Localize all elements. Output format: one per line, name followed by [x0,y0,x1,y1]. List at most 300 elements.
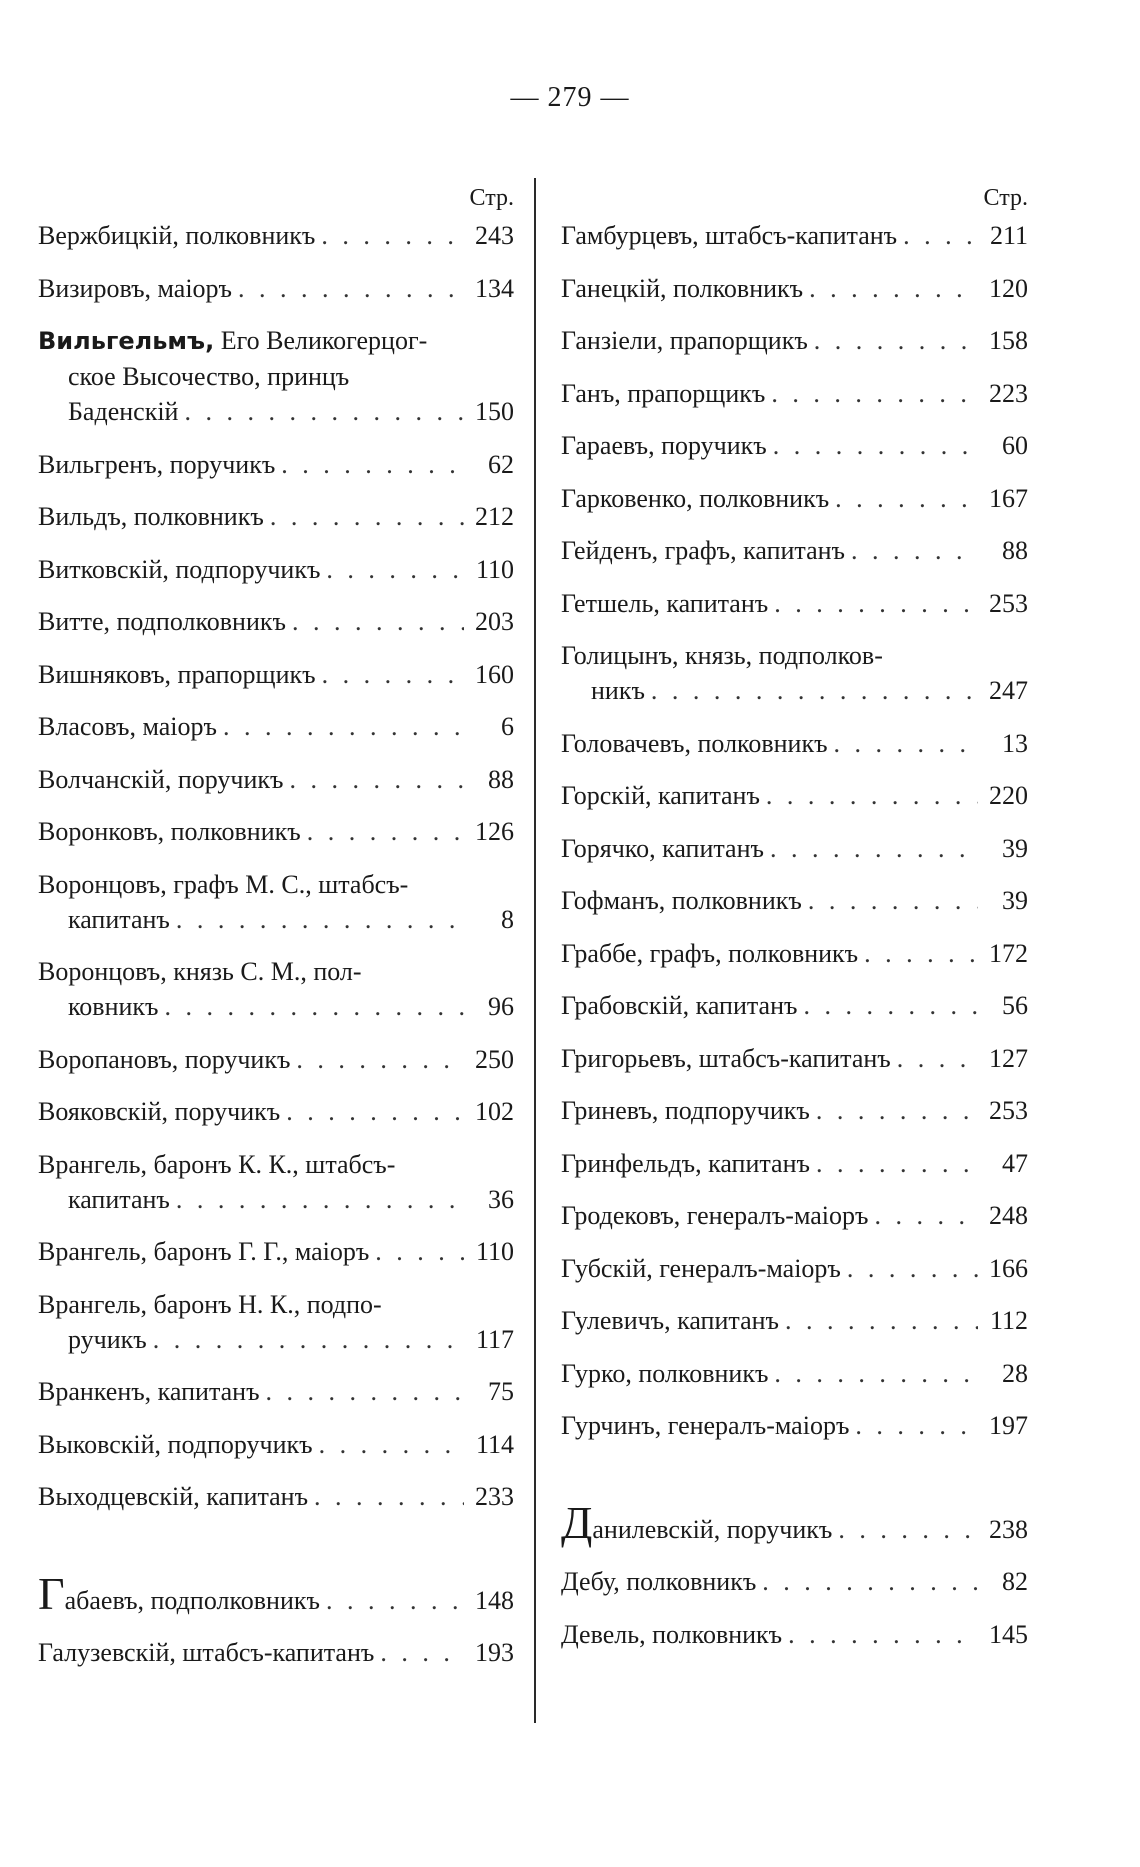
entry-name [68,394,178,429]
entry-name [38,1567,320,1619]
leader-dots [322,657,464,692]
entry-line [561,726,1028,761]
index-entry [38,657,514,692]
index-entry [38,271,514,306]
entry-line [561,1093,1028,1128]
entry-text: Григорьевъ, штабсъ-капитанъ [561,1043,891,1073]
leader-dots [788,1617,978,1652]
entry-name [38,323,427,359]
entry-text: Врангель, баронъ Г. Г., маіоръ [38,1237,370,1266]
entry-name [38,1094,280,1129]
entry-name [561,428,767,463]
entry-name [561,1564,756,1599]
entry-name [38,218,315,253]
entry-name [68,902,170,937]
index-entry [38,1094,514,1129]
entry-text: Горячко, капитанъ [561,833,764,863]
leader-dots [270,499,464,534]
leader-dots [808,883,978,918]
entry-text: Гетшель, капитанъ [561,588,769,618]
entry-line [38,814,514,849]
page-reference: 250 [475,1044,514,1074]
right-entries [561,218,1028,1443]
leader-dots [266,1374,464,1409]
page-reference: 150 [475,397,514,426]
entry-text: капитанъ [68,904,170,934]
page-reference: 47 [1002,1148,1028,1178]
leader-dots [153,1322,464,1357]
page-reference: 211 [989,221,1028,250]
entry-line [561,778,1028,813]
entry-line [38,1374,514,1409]
index-entry [561,1303,1028,1338]
page-reference: 112 [989,1306,1028,1335]
entry-name [38,447,275,482]
leader-dots [176,1182,464,1217]
entry-text: Вранкенъ, капитанъ [38,1377,260,1406]
entry-name [561,1496,833,1548]
entry-text: Гейденъ, графъ, капитанъ [561,536,845,565]
leader-dots [380,1635,464,1670]
entry-text: Дебу, полковникъ [561,1567,757,1596]
page-reference: 166 [989,1253,1028,1283]
entry-text: Вояковскій, поручикъ [38,1097,281,1126]
entry-name [38,1479,308,1514]
entry-line [38,762,514,797]
index-entry [561,1041,1028,1076]
entry-text: Гурко, полковникъ [561,1358,769,1388]
entry-line [561,988,1028,1023]
index-entry [38,499,514,534]
section-gap [38,1532,514,1576]
leader-dots [184,394,464,429]
entry-line [561,1617,1028,1652]
entry-name [38,709,217,744]
entry-text: Гурчинъ, генералъ-маіоръ [561,1411,850,1440]
entry-continuation-line [38,902,514,937]
entry-text: Вильгренъ, поручикъ [38,449,276,479]
entry-text: Выходцевскій, капитанъ [38,1482,309,1511]
leader-dots [816,1146,978,1181]
entry-text: Гамбурцевъ, штабсъ-капитанъ [561,221,898,250]
entry-line [561,936,1028,971]
entry-line [561,1564,1028,1599]
entry-text: Воронцовъ, графъ М. С., штабсъ- [38,869,409,899]
leader-dots [803,988,978,1023]
index-entry [38,1042,514,1077]
page-reference: 62 [488,449,514,479]
page-reference: 193 [475,1638,514,1667]
page-reference: 13 [1002,728,1028,758]
entry-name [68,359,349,394]
entry-name [561,218,897,253]
page-reference: 82 [1002,1567,1028,1596]
entry-name [561,1146,810,1181]
leader-dots [375,1234,464,1269]
entry-name [561,376,765,411]
entry-text: Гарковенко, полковникъ [561,483,830,513]
entry-text: Витте, подполковникъ [38,607,286,636]
entry-text: Вильдъ, полковникъ [38,502,264,531]
leader-dots [281,447,464,482]
entry-line [38,323,514,359]
leader-dots [771,376,978,411]
entry-name [561,936,858,971]
entry-text: ковникъ [68,992,159,1021]
entry-text: Выковскій, подпоручикъ [38,1429,313,1459]
entry-line [38,1287,514,1322]
entry-line [38,604,514,639]
leader-dots [864,936,978,971]
leader-dots [847,1251,978,1286]
entry-name [38,552,320,587]
section-initial-letter: Д [561,1496,593,1548]
page-reference: 197 [989,1411,1028,1440]
leader-dots [292,604,464,639]
index-entry [38,1234,514,1269]
entry-line [38,1094,514,1129]
index-entry [561,1496,1028,1548]
entry-text: Голицынъ, князь, подполков- [561,641,883,670]
page-reference: 36 [488,1184,514,1214]
entry-name [38,1635,374,1670]
leader-dots [874,1198,978,1233]
entry-line [561,323,1028,358]
page-reference: 39 [1002,833,1028,863]
page-reference: 117 [475,1324,514,1354]
entry-name [561,1198,868,1233]
page-reference: 39 [1002,886,1028,915]
entry-continuation-line [38,1182,514,1217]
entry-text: Горскій, капитанъ [561,781,760,810]
entry-name [38,657,316,692]
entry-name [561,533,845,568]
entry-name [561,726,828,761]
index-entry [561,883,1028,918]
entry-line [38,1147,514,1182]
entry-continuation-line [38,989,514,1024]
entry-text: Воронковъ, полковникъ [38,817,301,846]
leader-dots [774,586,978,621]
entry-text: Баденскій [68,397,179,426]
entry-name [68,1322,147,1357]
entry-line [561,1146,1028,1181]
right-column [561,178,1028,1669]
entry-text: Воронцовъ, князь С. М., пол- [38,957,362,986]
index-entry [561,218,1028,253]
entry-name [561,1251,841,1286]
entry-name [38,1374,260,1409]
page-reference: 233 [475,1482,514,1511]
entry-text: ское Высочество, принцъ [68,362,350,391]
entry-name [561,481,829,516]
entry-line [561,428,1028,463]
page-reference: 88 [1002,536,1028,565]
entry-line [561,1303,1028,1338]
entry-line [38,1567,514,1619]
entry-line [38,552,514,587]
entry-text: Ганецкій, полковникъ [561,273,804,303]
entry-name [68,1182,170,1217]
entry-name [38,1234,369,1269]
index-entry [38,1479,514,1514]
page-reference: 158 [989,326,1028,355]
entry-text: Визировъ, маіоръ [38,273,232,303]
index-entry [561,638,1028,708]
entry-line [561,271,1028,306]
page-reference: 114 [475,1429,514,1459]
entry-name [38,271,232,306]
column-header: Стр. [983,185,1028,211]
entry-name [561,271,803,306]
entry-name [561,1303,779,1338]
leader-dots [773,428,978,463]
index-entry [561,1093,1028,1128]
entry-name [38,604,286,639]
entry-name [591,673,645,708]
entry-text: Грабовскій, капитанъ [561,991,798,1020]
entry-text: Вишняковъ, прапорщикъ [38,659,316,689]
leader-dots [785,1303,978,1338]
entry-line [38,447,514,482]
page-reference: 88 [488,764,514,794]
entry-name [38,1427,313,1462]
column-divider [534,178,536,1723]
page-reference: 28 [1002,1358,1028,1388]
column-header: Стр. [469,185,514,211]
page-reference: 75 [488,1377,514,1406]
leader-dots [774,1356,978,1391]
entry-line [561,638,1028,673]
index-entry [561,376,1028,411]
entry-line [561,1251,1028,1286]
index-entry [561,1198,1028,1233]
leader-dots [326,1583,464,1618]
index-entry [38,1287,514,1357]
leader-dots [903,218,978,253]
left-column [38,178,514,1688]
entry-text: Витковскій, подпоручикъ [38,554,321,584]
page-number: — 279 — [510,82,630,113]
entry-text: Вержбицкій, полковникъ [38,221,316,250]
entry-text: Галузевскій, штабсъ-капитанъ [38,1638,375,1667]
page-reference: 56 [1002,991,1028,1020]
page-reference: 248 [989,1201,1028,1230]
index-entry [38,814,514,849]
leader-dots [651,673,978,708]
page-reference: 253 [989,1096,1028,1125]
entry-line [561,1041,1028,1076]
entry-line [561,586,1028,621]
entry-name [38,867,408,902]
page-reference: 6 [501,712,514,741]
index-entry [561,831,1028,866]
index-entry [561,778,1028,813]
entry-continuation-line [561,673,1028,708]
leader-dots [897,1041,978,1076]
entry-line [38,271,514,306]
index-entry [38,552,514,587]
entry-line [38,218,514,253]
entry-text: Ганзіели, прапорщикъ [561,326,808,355]
leader-dots [766,778,978,813]
entry-text: Врангель, баронъ Н. К., подпо- [38,1289,382,1319]
index-entry [38,323,514,429]
index-entry [38,1567,514,1619]
index-entry [561,271,1028,306]
entry-line [561,883,1028,918]
leader-dots [176,902,464,937]
page-reference: 172 [989,938,1028,968]
entry-continuation-line [38,1322,514,1357]
page-reference: 238 [989,1514,1028,1544]
entry-text: Волчанскій, поручикъ [38,764,284,794]
index-entry [38,1427,514,1462]
entry-text: Гринфельдъ, капитанъ [561,1148,810,1178]
leader-dots [835,481,978,516]
entry-name [68,989,159,1024]
entry-line [38,1234,514,1269]
leader-dots [314,1479,464,1514]
leader-dots [238,271,464,306]
section-gap [561,1461,1028,1505]
page-reference: 134 [475,273,514,303]
index-entry [561,1564,1028,1599]
entry-line [561,1408,1028,1443]
page-reference: 120 [989,273,1028,303]
entry-name [38,814,301,849]
entry-line [38,499,514,534]
index-entry [561,428,1028,463]
index-entry [561,481,1028,516]
page-reference: 110 [475,1237,514,1266]
leader-dots [762,1564,978,1599]
page-reference: 96 [488,992,514,1021]
leader-dots [286,1094,464,1129]
leader-dots [809,271,978,306]
index-entry [561,1617,1028,1652]
entry-name [561,586,768,621]
entry-text: Гродековъ, генералъ-маіоръ [561,1201,869,1230]
leader-dots [289,762,464,797]
index-entry [561,533,1028,568]
entry-text: анилевскій, поручикъ [592,1514,833,1544]
index-entry [561,1251,1028,1286]
entry-text: Власовъ, маіоръ [38,712,217,741]
entry-continuation-line [38,359,514,394]
page-reference: 8 [501,904,514,934]
index-entry [38,1147,514,1217]
index-entry [38,447,514,482]
page-reference: 212 [475,502,514,531]
page-reference: 126 [475,817,514,846]
index-entry [561,323,1028,358]
index-entry [38,867,514,937]
entry-name [561,1356,768,1391]
entry-text: капитанъ [68,1184,170,1214]
index-entry [561,936,1028,971]
index-entry [38,762,514,797]
entry-text: Гулевичъ, капитанъ [561,1306,779,1335]
entry-name [561,831,764,866]
entry-name [38,499,264,534]
entry-bold-name: Вильгельмъ, [38,327,215,355]
section-initial-letter: Г [38,1567,65,1619]
index-entry [38,604,514,639]
entry-line [38,657,514,692]
leader-dots [838,1512,978,1547]
left-section2-entries [38,1567,514,1671]
entry-line [38,709,514,744]
entry-text: Гараевъ, поручикъ [561,431,767,460]
entry-line [38,1479,514,1514]
leader-dots [816,1093,978,1128]
leader-dots [296,1042,464,1077]
leader-dots [321,218,464,253]
leader-dots [326,552,464,587]
entry-name [561,1093,810,1128]
entry-line [561,218,1028,253]
page-reference: 60 [1002,431,1028,460]
entry-line [561,1496,1028,1548]
page-reference: 220 [989,781,1028,810]
index-entry [38,954,514,1024]
index-entry [561,988,1028,1023]
index-entry [38,1374,514,1409]
entry-line [561,831,1028,866]
entry-line [561,1198,1028,1233]
page-reference: 127 [989,1043,1028,1073]
page-reference: 203 [475,607,514,636]
index-entry [38,1635,514,1670]
entry-text: ручикъ [68,1324,147,1354]
entry-name [561,1408,849,1443]
entry-name [38,1147,395,1182]
entry-text: Гриневъ, подпоручикъ [561,1096,810,1125]
leader-dots [319,1427,464,1462]
entry-text: никъ [591,676,645,705]
page-reference: 110 [475,554,514,584]
index-entry [561,586,1028,621]
entry-line [561,481,1028,516]
leader-dots [223,709,464,744]
entry-text: абаевъ, подполковникъ [64,1585,320,1615]
leader-dots [851,533,978,568]
entry-text: Головачевъ, полковникъ [561,728,828,758]
entry-line [38,1042,514,1077]
entry-text: Воропановъ, поручикъ [38,1044,291,1074]
leader-dots [855,1408,978,1443]
entry-name [561,638,883,673]
entry-line [38,867,514,902]
entry-name [561,988,797,1023]
entry-name [38,954,362,989]
entry-line [38,1635,514,1670]
entry-text: Ганъ, прапорщикъ [561,378,766,408]
left-entries [38,218,514,1514]
page-reference: 145 [989,1619,1028,1649]
entry-text: Губскій, генералъ-маіоръ [561,1253,841,1283]
leader-dots [834,726,978,761]
page-reference: 160 [475,659,514,689]
index-entry [38,218,514,253]
index-entry [561,726,1028,761]
entry-line [38,1427,514,1462]
leader-dots [814,323,978,358]
index-entry [561,1356,1028,1391]
page-reference: 167 [989,483,1028,513]
index-entry [38,709,514,744]
